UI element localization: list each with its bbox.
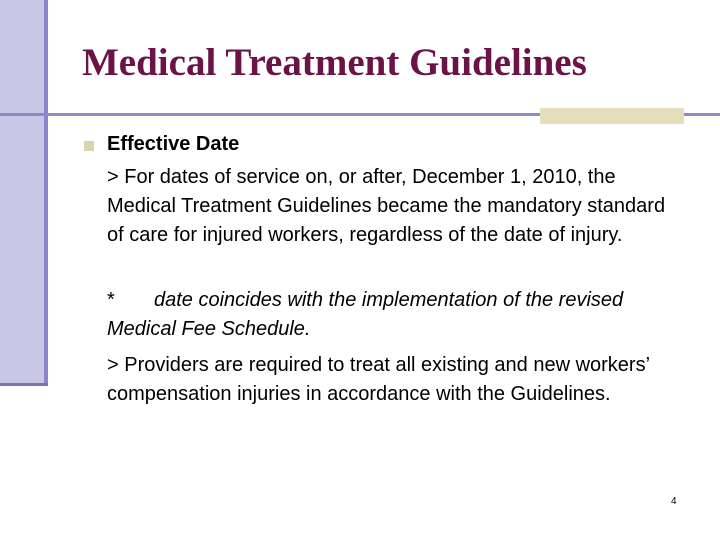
paragraph-effective-date: > For dates of service on, or after, December 1, 2010, the Medical Treatment Guidelines became the mandatory standard of care for injured workers, regardless of the date of injury.: [107, 166, 666, 246]
left-decorative-band: [0, 0, 44, 383]
left-band-foot: [0, 383, 48, 386]
accent-block: [540, 108, 684, 124]
paragraph-providers: > Providers are required to treat all existing and new workers’ compensation injuries in accordance with the Guidelines.: [107, 354, 650, 405]
square-bullet-icon: [84, 141, 94, 151]
slide-title: Medical Treatment Guidelines: [82, 41, 587, 84]
asterisk-lead: *: [107, 289, 115, 311]
paragraph-footnote: [107, 286, 677, 344]
bullet-heading: Effective Date: [107, 133, 240, 155]
page-number: 4: [671, 496, 677, 507]
left-band-edge: [44, 0, 48, 383]
footnote-text: date coincides with the implementation of the revised Medical Fee Schedule.: [107, 289, 624, 340]
